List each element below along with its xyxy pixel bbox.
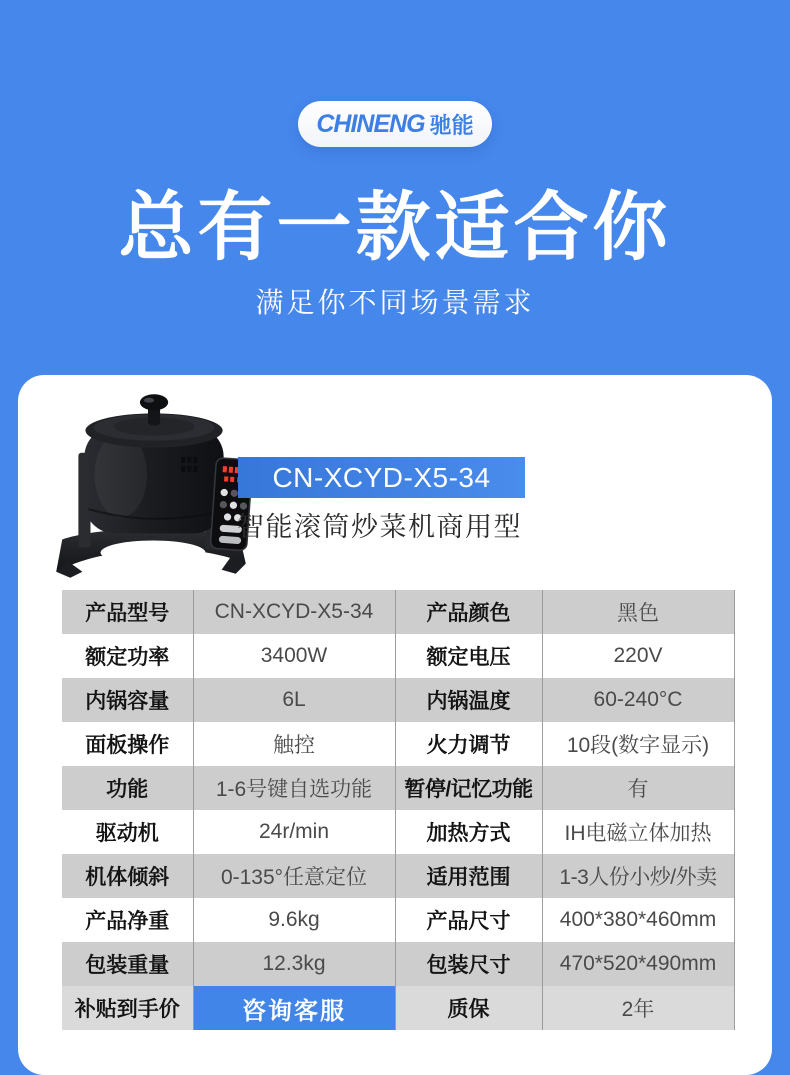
spec-value: 触控 xyxy=(193,722,395,766)
spec-label: 质保 xyxy=(395,986,542,1030)
spec-value: 黑色 xyxy=(542,590,734,634)
spec-value: 1-3人份小炒/外卖 xyxy=(542,854,734,898)
spec-value: 1-6号键自选功能 xyxy=(193,766,395,810)
spec-label: 内锅温度 xyxy=(395,678,542,722)
model-badge: CN-XCYD-X5-34 xyxy=(238,457,525,498)
brand-logo-en: CHINENG xyxy=(316,109,425,138)
table-row xyxy=(62,722,734,766)
spec-value: 60-240°C xyxy=(542,678,734,722)
spec-label: 加热方式 xyxy=(395,810,542,854)
spec-value: 400*380*460mm xyxy=(542,898,734,942)
spec-label: 产品净重 xyxy=(62,898,193,942)
table-row xyxy=(62,898,734,942)
spec-label: 包装重量 xyxy=(62,942,193,986)
table-row xyxy=(62,766,734,810)
page-subtitle: 满足你不同场景需求 xyxy=(255,287,535,318)
spec-value: IH电磁立体加热 xyxy=(542,810,734,854)
table-row xyxy=(62,810,734,854)
spec-label: 补贴到手价 xyxy=(62,986,193,1030)
spec-value: 10段(数字显示) xyxy=(542,722,734,766)
spec-label: 面板操作 xyxy=(62,722,193,766)
product-card xyxy=(18,375,772,1075)
spec-label: 额定电压 xyxy=(395,634,542,678)
spec-value: 9.6kg xyxy=(193,898,395,942)
spec-value: 470*520*490mm xyxy=(542,942,734,986)
spec-value: 24r/min xyxy=(193,810,395,854)
spec-label: 额定功率 xyxy=(62,634,193,678)
spec-label: 内锅容量 xyxy=(62,678,193,722)
table-row xyxy=(62,942,734,986)
spec-label: 火力调节 xyxy=(395,722,542,766)
spec-label: 驱动机 xyxy=(62,810,193,854)
spec-table xyxy=(62,590,735,1030)
page-title: 总有一款适合你 xyxy=(118,185,672,269)
spec-label: 产品颜色 xyxy=(395,590,542,634)
product-name: 智能滚筒炒菜机商用型 xyxy=(237,512,522,542)
spec-label: 产品尺寸 xyxy=(395,898,542,942)
table-row xyxy=(62,986,734,1030)
product-image xyxy=(34,390,266,582)
spec-label: 产品型号 xyxy=(62,590,193,634)
spec-value: 6L xyxy=(193,678,395,722)
spec-value: 12.3kg xyxy=(193,942,395,986)
brand-logo-cn: 驰能 xyxy=(429,112,474,138)
contact-support-button[interactable]: 咨询客服 xyxy=(193,986,395,1030)
table-row xyxy=(62,854,734,898)
table-row xyxy=(62,678,734,722)
spec-label: 包装尺寸 xyxy=(395,942,542,986)
table-row xyxy=(62,590,734,634)
spec-value: 有 xyxy=(542,766,734,810)
spec-value: 0-135°任意定位 xyxy=(193,854,395,898)
table-row xyxy=(62,634,734,678)
spec-value: 3400W xyxy=(193,634,395,678)
spec-label: 适用范围 xyxy=(395,854,542,898)
spec-label: 机体倾斜 xyxy=(62,854,193,898)
spec-label: 暂停/记忆功能 xyxy=(395,766,542,810)
spec-value: 220V xyxy=(542,634,734,678)
spec-value: CN-XCYD-X5-34 xyxy=(193,590,395,634)
brand-logo xyxy=(298,101,492,147)
spec-value: 2年 xyxy=(542,986,734,1030)
spec-label: 功能 xyxy=(62,766,193,810)
